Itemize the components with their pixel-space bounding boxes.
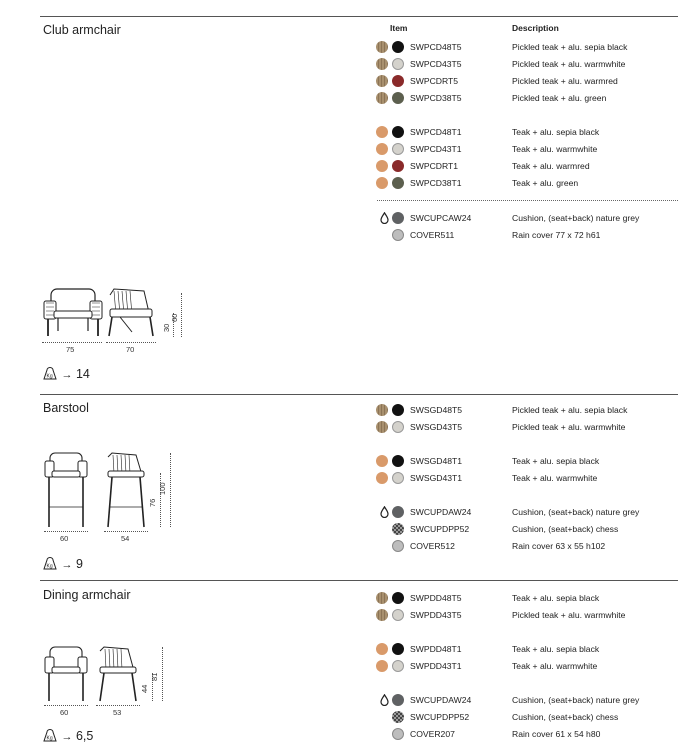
item-code: SWPCD48T1	[410, 127, 462, 137]
item-code: SWSGD48T1	[410, 456, 463, 466]
item-code: SWCUPDAW24	[410, 695, 472, 705]
total-height-dimension: 60	[170, 313, 179, 322]
green-swatch	[392, 177, 404, 189]
dining-armchair-front-drawing	[44, 645, 88, 703]
weight-kg-icon	[42, 557, 58, 570]
warmred-swatch	[392, 75, 404, 87]
list-item	[40, 419, 370, 435]
list-item	[40, 641, 370, 657]
weight-value: 9	[75, 557, 83, 571]
item-description: Rain cover 63 x 55 h102	[512, 541, 606, 551]
item-code: SWPCD38T5	[410, 93, 462, 103]
divider	[377, 200, 678, 201]
item-description: Pickled teak + alu. green	[512, 93, 607, 103]
seat-height-dimension: 30	[162, 323, 171, 332]
item-code: SWCUPDPP52	[410, 524, 470, 534]
sepia-black-swatch	[392, 643, 404, 655]
pickled-teak-swatch	[376, 75, 388, 87]
item-description: Teak + alu. warmwhite	[512, 144, 598, 154]
width-dimension: 60	[60, 708, 69, 717]
item-code: COVER207	[410, 729, 455, 739]
chess-swatch	[392, 523, 404, 535]
list-item	[40, 709, 370, 725]
product-title: Dining armchair	[43, 588, 131, 602]
weight-label	[42, 729, 93, 743]
item-code: SWSGD43T1	[410, 473, 463, 483]
warmwhite-swatch	[392, 660, 404, 672]
item-code: SWSGD43T5	[410, 422, 463, 432]
item-code: SWPDD43T5	[410, 610, 462, 620]
item-description: Teak + alu. sepia black	[512, 127, 600, 137]
dimension-line	[42, 342, 102, 343]
cover-swatch	[392, 540, 404, 552]
seat-height-dimension: 76	[148, 498, 157, 507]
item-description: Cushion, (seat+back) nature grey	[512, 213, 640, 223]
item-description: Teak + alu. warmwhite	[512, 661, 598, 671]
item-description: Pickled teak + alu. warmwhite	[512, 422, 626, 432]
dimension-line	[104, 531, 148, 532]
depth-dimension: 53	[113, 708, 122, 717]
weight-value: 6,5	[75, 729, 94, 743]
item-description: Cushion, (seat+back) chess	[512, 712, 619, 722]
nature-grey-swatch	[392, 212, 404, 224]
item-description: Pickled teak + alu. warmred	[512, 76, 618, 86]
warmwhite-swatch	[392, 58, 404, 70]
list-item	[40, 504, 370, 520]
item-description: Teak + alu. sepia black	[512, 456, 600, 466]
list-item	[40, 402, 370, 418]
list-item	[40, 124, 370, 140]
dimension-line	[96, 705, 140, 706]
barstool-side-drawing	[104, 451, 148, 529]
item-code: SWPCDRT1	[410, 161, 459, 171]
warmwhite-swatch	[392, 143, 404, 155]
dimension-line	[44, 531, 88, 532]
list-item	[40, 692, 370, 708]
nature-grey-swatch	[392, 506, 404, 518]
width-dimension: 60	[60, 534, 69, 543]
nature-grey-swatch	[392, 694, 404, 706]
teak-swatch	[376, 643, 388, 655]
item-code: SWPDD48T1	[410, 644, 462, 654]
list-item	[40, 73, 370, 89]
depth-dimension: 54	[121, 534, 130, 543]
item-code: SWPCD43T5	[410, 59, 462, 69]
warmwhite-swatch	[392, 421, 404, 433]
list-item	[40, 39, 370, 55]
item-description: Teak + alu. sepia black	[512, 644, 600, 654]
dimension-line	[44, 705, 88, 706]
product-title: Club armchair	[43, 23, 121, 37]
item-description: Pickled teak + alu. sepia black	[512, 405, 628, 415]
list-item	[40, 90, 370, 106]
cover-swatch	[392, 728, 404, 740]
sepia-black-swatch	[392, 455, 404, 467]
list-item	[40, 158, 370, 174]
pickled-teak-swatch	[376, 421, 388, 433]
teak-swatch	[376, 472, 388, 484]
svg-text:Kg: Kg	[46, 373, 53, 380]
depth-dimension: 70	[126, 345, 135, 354]
product-section-dining-armchair	[40, 580, 678, 751]
pickled-teak-swatch	[376, 592, 388, 604]
green-swatch	[392, 92, 404, 104]
item-description: Teak + alu. warmwhite	[512, 473, 598, 483]
item-description: Pickled teak + alu. sepia black	[512, 42, 628, 52]
product-section-club-armchair	[40, 16, 678, 393]
item-description: Rain cover 61 x 54 h80	[512, 729, 601, 739]
weight-kg-icon	[42, 729, 58, 742]
list-item	[40, 538, 370, 554]
list-item	[40, 56, 370, 72]
list-item	[40, 590, 370, 606]
dimension-line	[160, 473, 161, 527]
dimension-line	[106, 342, 156, 343]
weight-arrow: →	[61, 559, 73, 571]
weight-label	[42, 367, 90, 381]
teak-swatch	[376, 126, 388, 138]
list-item	[40, 210, 370, 226]
dining-armchair-side-drawing	[96, 645, 140, 703]
list-item	[40, 658, 370, 674]
item-code: SWCUPCAW24	[410, 213, 472, 223]
pickled-teak-swatch	[376, 58, 388, 70]
club-armchair-side-drawing	[106, 287, 156, 339]
item-code: SWPCD38T1	[410, 178, 462, 188]
product-section-barstool	[40, 394, 678, 580]
product-title: Barstool	[43, 401, 89, 415]
item-description: Cushion, (seat+back) nature grey	[512, 507, 640, 517]
teak-swatch	[376, 143, 388, 155]
item-code: SWPCDRT5	[410, 76, 459, 86]
list-item	[40, 453, 370, 469]
dimension-line	[170, 453, 171, 527]
club-armchair-front-drawing	[42, 287, 104, 339]
item-code: SWPDD48T5	[410, 593, 462, 603]
chess-swatch	[392, 711, 404, 723]
item-description: Teak + alu. warmred	[512, 161, 590, 171]
dimension-line	[162, 647, 163, 701]
weight-kg-icon	[42, 367, 58, 380]
dimension-line	[181, 293, 182, 337]
list-item	[40, 175, 370, 191]
item-description: Pickled teak + alu. warmwhite	[512, 610, 626, 620]
item-header: Item	[390, 23, 408, 33]
sepia-black-swatch	[392, 404, 404, 416]
width-dimension: 75	[66, 345, 75, 354]
water-drop-icon	[380, 506, 389, 518]
list-item	[40, 141, 370, 157]
item-description: Pickled teak + alu. warmwhite	[512, 59, 626, 69]
total-height-dimension: 100	[158, 482, 167, 495]
pickled-teak-swatch	[376, 92, 388, 104]
item-code: SWCUPDAW24	[410, 507, 472, 517]
weight-arrow: →	[61, 731, 73, 743]
item-description: Teak + alu. sepia black	[512, 593, 600, 603]
seat-height-dimension: 44	[140, 684, 149, 693]
list-item	[40, 521, 370, 537]
item-code: SWPDD43T1	[410, 661, 462, 671]
item-code: COVER512	[410, 541, 455, 551]
item-description: Cushion, (seat+back) chess	[512, 524, 619, 534]
teak-swatch	[376, 455, 388, 467]
item-code: SWPCD43T1	[410, 144, 462, 154]
item-description: Cushion, (seat+back) nature grey	[512, 695, 640, 705]
list-item	[40, 227, 370, 243]
warmwhite-swatch	[392, 609, 404, 621]
warmred-swatch	[392, 160, 404, 172]
weight-value: 14	[75, 367, 90, 381]
warmwhite-swatch	[392, 472, 404, 484]
sepia-black-swatch	[392, 126, 404, 138]
item-code: COVER511	[410, 230, 455, 240]
water-drop-icon	[380, 212, 389, 224]
svg-text:Kg: Kg	[46, 563, 53, 570]
barstool-front-drawing	[44, 451, 88, 529]
water-drop-icon	[380, 694, 389, 706]
item-description: Rain cover 77 x 72 h61	[512, 230, 601, 240]
total-height-dimension: 81	[150, 672, 159, 681]
item-description: Teak + alu. green	[512, 178, 579, 188]
cover-swatch	[392, 229, 404, 241]
pickled-teak-swatch	[376, 609, 388, 621]
teak-swatch	[376, 177, 388, 189]
svg-text:Kg: Kg	[46, 735, 53, 742]
sepia-black-swatch	[392, 41, 404, 53]
description-header: Description	[512, 23, 559, 33]
pickled-teak-swatch	[376, 404, 388, 416]
weight-arrow: →	[61, 369, 73, 381]
pickled-teak-swatch	[376, 41, 388, 53]
item-code: SWPCD48T5	[410, 42, 462, 52]
item-code: SWSGD48T5	[410, 405, 463, 415]
teak-swatch	[376, 160, 388, 172]
teak-swatch	[376, 660, 388, 672]
item-code: SWCUPDPP52	[410, 712, 470, 722]
weight-label	[42, 557, 83, 571]
list-item	[40, 470, 370, 486]
list-item	[40, 607, 370, 623]
sepia-black-swatch	[392, 592, 404, 604]
